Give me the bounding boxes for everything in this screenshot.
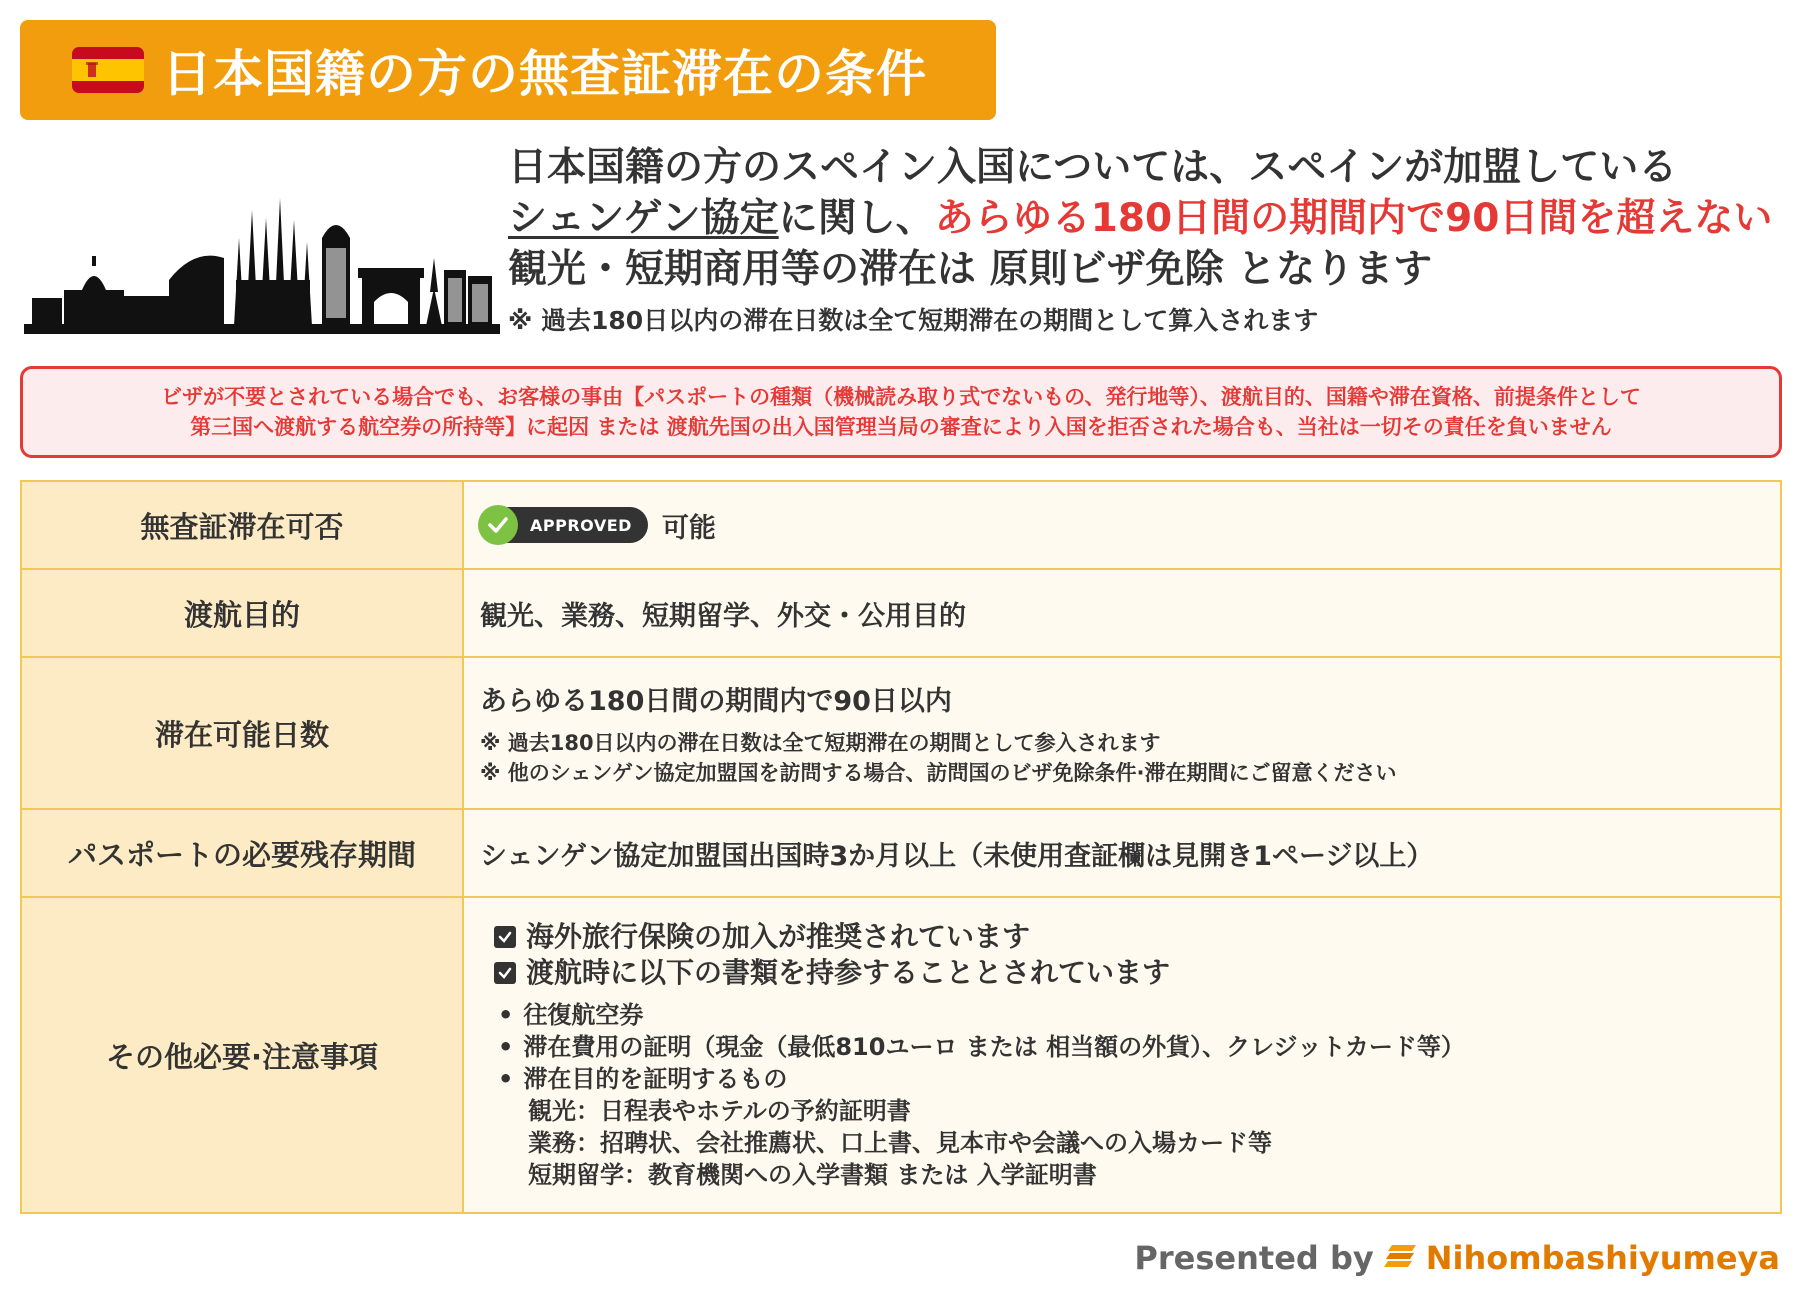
check-circle-icon [478,505,518,545]
purpose-value: 観光、業務、短期留学、外交・公用目的 [480,600,966,632]
footer-credit [1134,1236,1780,1280]
page-title: 日本国籍の方の無査証滞在の条件 [162,45,927,103]
table-row-passport [21,809,1781,897]
row-value-stay-days [463,657,1781,809]
disclaimer-text [121,382,1681,442]
list-subitem: 短期留学：教育機関への入学書類 または 入学証明書 [528,1161,1097,1189]
intro-text-part1: 日本国籍の方のスペイン入国については、スペインが加盟している [508,145,1678,190]
brand-logo-icon [1384,1241,1418,1275]
disclaimer-line1: ビザが不要とされている場合でも、お客様の事由【パスポートの種類（機械読み取り式でないもの、発行地等）、渡航目的、国籍や滞在資格、前提条件として [161,385,1641,409]
intro-text-part2: に関し、 [778,196,935,241]
intro-section [508,142,1778,337]
list-subitem: 業務：招聘状、会社推薦状、口上書、見本市や会議への入場カード等 [528,1129,1272,1157]
visa-info-table [20,480,1782,1214]
intro-text-part3: 観光・短期商用等の滞在は 原則ビザ免除 となります [508,247,1433,292]
intro-paragraph [508,142,1778,295]
checkbox-checked-icon [494,962,516,984]
title-banner [20,20,996,120]
passport-value: シェンゲン協定加盟国出国時3か月以上（未使用査証欄は見開き1ページ以上） [480,840,1434,872]
row-label-purpose: 渡航目的 [21,569,463,657]
list-item: • 往復航空券 [498,999,1779,1031]
row-label-visa-free: 無査証滞在可否 [21,481,463,569]
row-label-passport: パスポートの必要残存期間 [21,809,463,897]
row-value-passport [463,809,1781,897]
list-subitem: 観光：日程表やホテルの予約証明書 [528,1097,911,1125]
approved-badge [480,507,648,543]
schengen-link-text: シェンゲン協定 [508,196,779,241]
disclaimer-box [20,366,1782,458]
skyline-illustration [24,198,500,334]
list-item: • 滞在目的を証明するもの [498,1063,1779,1095]
row-value-visa-free [463,481,1781,569]
table-row-other-notes [21,897,1781,1213]
stay-days-note2: ※ 他のシェンゲン協定加盟国を訪問する場合、訪問国のビザ免除条件·滞在期間にご留意ください [480,760,1397,785]
check-item-documents-label: 渡航時に以下の書類を持参することとされています [526,956,1171,989]
row-value-other-notes [463,897,1781,1213]
stay-days-note1: ※ 過去180日以内の滞在日数は全て短期滞在の期間として参入されます [480,730,1161,755]
table-row-purpose [21,569,1781,657]
intro-highlight: あらゆる180日間の期間内で90日間を超えない [934,196,1773,241]
check-item-documents [480,955,1779,991]
visa-free-value: 可能 [661,512,716,544]
disclaimer-line2: 第三国へ渡航する航空券の所持等】に起因 または 渡航先国の出入国管理当局の審査により入国を拒否された場合も、当社は一切その責任を負いません [190,415,1612,439]
table-row-visa-free [21,481,1781,569]
documents-list [498,999,1779,1191]
brand-name: Nihombashiyumeya [1425,1239,1780,1277]
checkbox-checked-icon [494,926,516,948]
row-value-purpose [463,569,1781,657]
check-item-insurance [480,919,1779,955]
presented-by-text: Presented by [1134,1239,1374,1277]
check-item-insurance-label: 海外旅行保険の加入が推奨されています [526,920,1031,953]
approved-badge-label: APPROVED [530,515,632,535]
list-item: • 滞在費用の証明（現金（最低810ユーロ または 相当額の外貨）、クレジットカード等） [498,1031,1779,1063]
intro-note: ※ 過去180日以内の滞在日数は全て短期滞在の期間として算入されます [508,306,1319,335]
row-label-other-notes: その他必要·注意事項 [21,897,463,1213]
table-row-stay-days [21,657,1781,809]
stay-days-value: あらゆる180日間の期間内で90日以内 [480,685,952,717]
row-label-stay-days: 滞在可能日数 [21,657,463,809]
spain-flag-icon [72,47,144,93]
